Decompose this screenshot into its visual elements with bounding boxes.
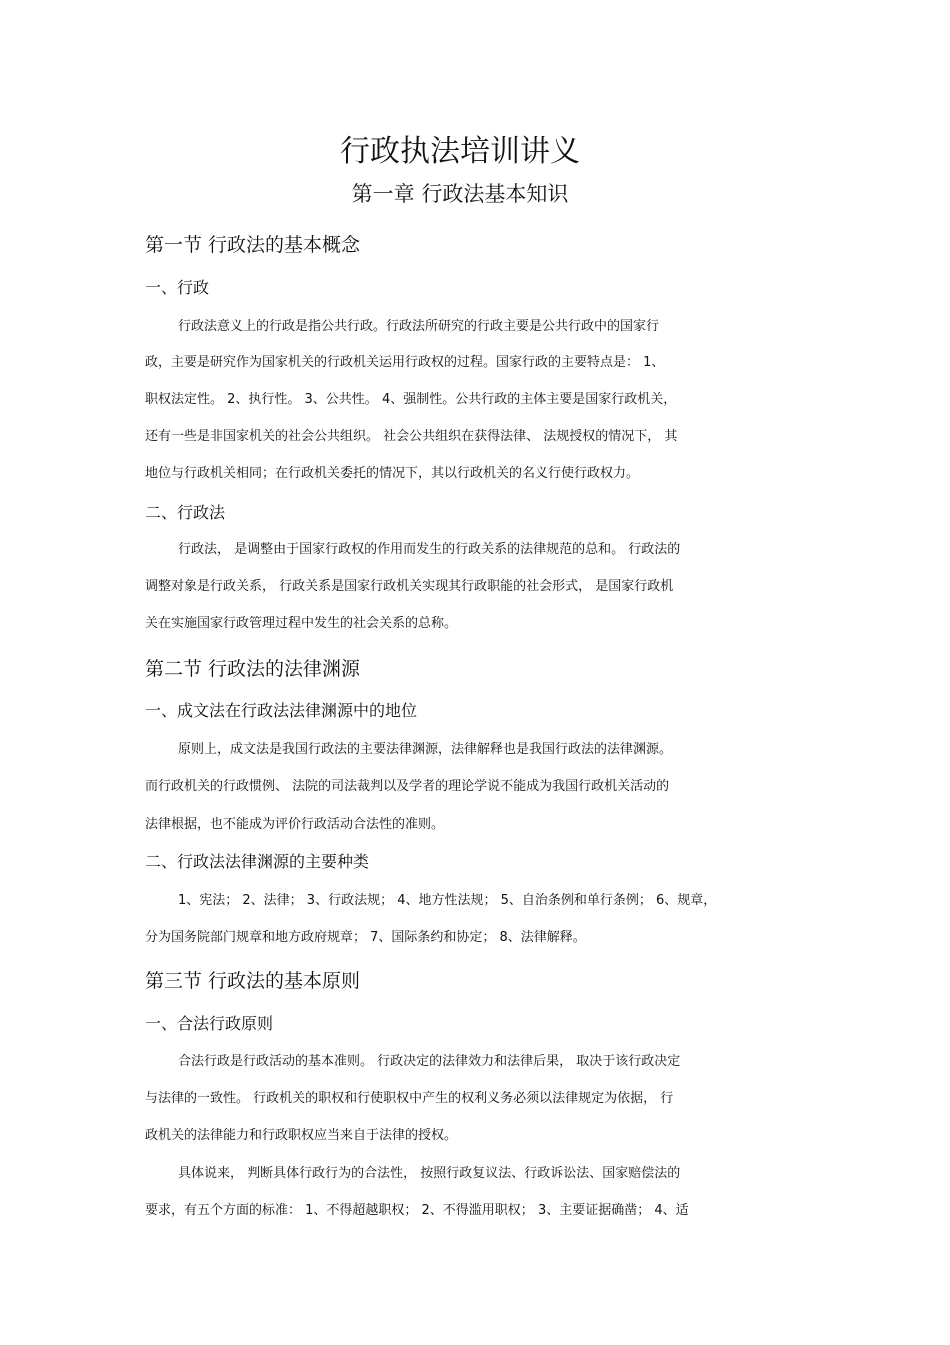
paragraph-line: 法律根据，也不能成为评价行政活动合法性的准则。: [145, 817, 445, 832]
subsection-heading: 一、成文法在行政法法律渊源中的地位: [145, 701, 418, 720]
paragraph-line: 地位与行政机关相同；在行政机关委托的情况下，其以行政机关的名义行使行政权力。: [145, 466, 640, 481]
paragraph-line: 原则上，成文法是我国行政法的主要法律渊源，法律解释也是我国行政法的法律渊源。: [178, 742, 673, 757]
document-title: 行政执法培训讲义: [340, 134, 580, 169]
paragraph-line: 职权法定性。 2、执行性。 3、公共性。 4、强制性。公共行政的主体主要是国家行政机关，: [145, 392, 677, 407]
subsection-heading: 二、行政法法律渊源的主要种类: [145, 852, 370, 871]
paragraph-line: 合法行政是行政活动的基本准则。 行政决定的法律效力和法律后果， 取决于该行政决定: [178, 1054, 681, 1069]
paragraph-line: 政，主要是研究作为国家机关的行政机关运用行政权的过程。国家行政的主要特点是： 1、: [145, 355, 665, 370]
subsection-heading: 一、行政: [145, 278, 210, 297]
subsection-heading: 一、合法行政原则: [145, 1014, 274, 1033]
subsection-heading: 二、行政法: [145, 503, 226, 522]
section-heading: 第二节 行政法的法律渊源: [145, 658, 361, 680]
paragraph-line: 1、宪法； 2、法律； 3、行政法规； 4、地方性法规； 5、自治条例和单行条例； 6、规章，: [178, 893, 717, 908]
paragraph-line: 而行政机关的行政惯例、 法院的司法裁判以及学者的理论学说不能成为我国行政机关活动的: [145, 779, 670, 794]
chapter-heading: 第一章 行政法基本知识: [351, 182, 569, 206]
paragraph-line: 关在实施国家行政管理过程中发生的社会关系的总称。: [145, 616, 458, 631]
paragraph-line: 政机关的法律能力和行政职权应当来自于法律的授权。: [145, 1128, 458, 1143]
paragraph-line: 要求，有五个方面的标准： 1、不得超越职权； 2、不得滥用职权； 3、主要证据确凿； 4、适: [145, 1203, 689, 1218]
paragraph-line: 还有一些是非国家机关的社会公共组织。 社会公共组织在获得法律、 法规授权的情况下， 其: [145, 429, 678, 444]
section-heading: 第三节 行政法的基本原则: [145, 970, 361, 992]
paragraph-line: 行政法意义上的行政是指公共行政。行政法所研究的行政主要是公共行政中的国家行: [178, 319, 660, 334]
paragraph-line: 与法律的一致性。 行政机关的职权和行使职权中产生的权利义务必须以法律规定为依据， 行: [145, 1091, 674, 1106]
section-heading: 第一节 行政法的基本概念: [145, 234, 361, 256]
paragraph-line: 行政法， 是调整由于国家行政权的作用而发生的行政关系的法律规范的总和。 行政法的: [178, 542, 681, 557]
paragraph-line: 分为国务院部门规章和地方政府规章； 7、国际条约和协定； 8、法律解释。: [145, 930, 586, 945]
paragraph-line: 调整对象是行政关系， 行政关系是国家行政机关实现其行政职能的社会形式， 是国家行政机: [145, 579, 674, 594]
paragraph-line: 具体说来， 判断具体行政行为的合法性， 按照行政复议法、行政诉讼法、国家赔偿法的: [178, 1166, 681, 1181]
